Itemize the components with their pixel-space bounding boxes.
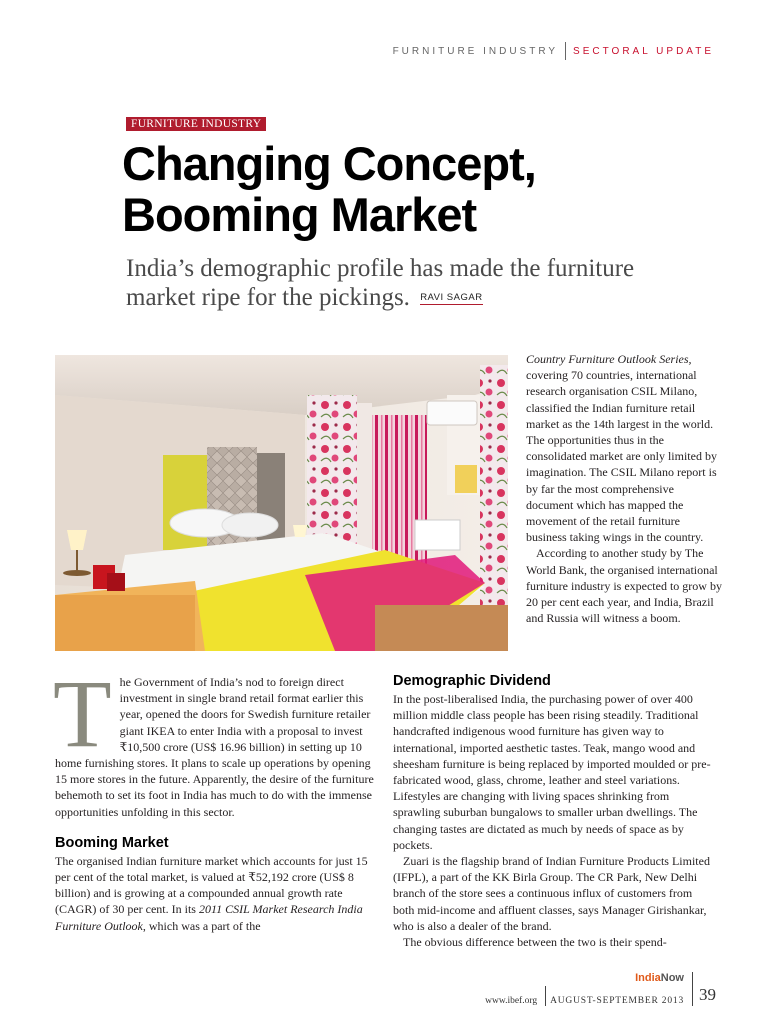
right-paragraph-1: In the post-liberalised India, the purchasing power of over 400 million middle class people has been rising steadily. Traditional handcrafted indigenous wood furniture has given way to international, imported aesthetic tastes. Teak, mango wood and sheesham furniture is being replaced by imported moulded or pre-fabricated wood, glass, chrome, leather and steel variations. Lifestyles are changing with living spaces shrinking from sprawling suburban bungalows to smaller urban dwellings. The changing tastes are dictated as much by needs of space as by pockets.: [393, 692, 711, 852]
report-title: Country Furniture Outlook Series,: [526, 352, 692, 366]
byline: RAVI SAGAR: [420, 292, 483, 303]
brand-logo: IndiaNow: [635, 972, 684, 984]
title-line-2: Booming Market: [122, 188, 477, 241]
page-footer: [485, 972, 716, 1006]
footer-info: [485, 972, 684, 1006]
right-column: [393, 674, 715, 950]
title-line-1: Changing Concept,: [122, 137, 536, 190]
subheading-demographic-dividend: Demographic Dividend: [393, 673, 551, 689]
footer-divider: [545, 986, 546, 1006]
footer-issue: AUGUST-SEPTEMBER 2013: [550, 996, 684, 1006]
side-paragraph-1: Country Furniture Outlook Series, covering 70 countries, international research organisation CSIL Milano, classified the Indian furniture retail market as the 14th largest in the world. The opportunities thus in the consolidated market are only limited by imagination. The CSIL Milano report is by far the most comprehensive document which has mapped the movement of the retail furniture business taking wings in the country.: [526, 352, 717, 545]
dropcap: T: [53, 660, 112, 767]
page-number-divider: [692, 972, 693, 1006]
left-column: [53, 660, 375, 934]
header-divider: [565, 42, 566, 60]
footer-website: www.ibef.org: [485, 996, 538, 1006]
subheading-booming-market: Booming Market: [55, 834, 169, 851]
left-paragraph-2: The organised Indian furniture market which accounts for just 15 per cent of the total market, is valued at ₹52,192 crore (US$ 8 billion) and is growing at a compounded annual growth rate (CAGR) of 30 per cent. In its 2011 CSIL Market Research India Furniture Outlook, which was a part of the: [55, 853, 368, 933]
article-deck: [126, 254, 666, 312]
header-category: SECTORAL UPDATE: [573, 45, 714, 57]
article-title: [122, 138, 682, 240]
side-column: [526, 351, 722, 626]
right-paragraph-2: Zuari is the flagship brand of Indian Furniture Products Limited (IFPL), a part of the KK Birla Group. The CR Park, New Delhi branch of the store sees a continuous influx of customers from both mid-income and affluent classes, says Manager Girishankar, who is also a dealer of the brand.: [393, 854, 710, 933]
bedroom-photo: [55, 355, 508, 651]
page-number: 39: [699, 985, 716, 1004]
right-paragraph-3: The obvious difference between the two is their spend-: [403, 935, 667, 950]
section-kicker: FURNITURE INDUSTRY: [126, 117, 266, 131]
intro-paragraph: The Government of India’s nod to foreign direct investment in single brand retail format earlier this year, opened the doors for Swedish furniture retailer giant IKEA to enter India with a proposal to invest ₹10,500 crore (US$ 16.96 billion) in setting up 10 home furnishing stores. It plans to scale up operations by opening 15 more stores in the future. Apparently, the desire of the furniture behemoth to set its foot in India has much to do with the immense opportunities unfolding in this sector.: [53, 660, 374, 819]
header-section: FURNITURE INDUSTRY: [392, 45, 559, 57]
running-header: [393, 42, 714, 60]
side-paragraph-2: According to another study by The World Bank, the organised international furniture industry is expected to grow by 20 per cent each year, and India, Brazil and Russia will witness a boom.: [526, 546, 722, 626]
deck-text: India’s demographic profile has made the furniture market ripe for the pickings.: [126, 255, 635, 311]
